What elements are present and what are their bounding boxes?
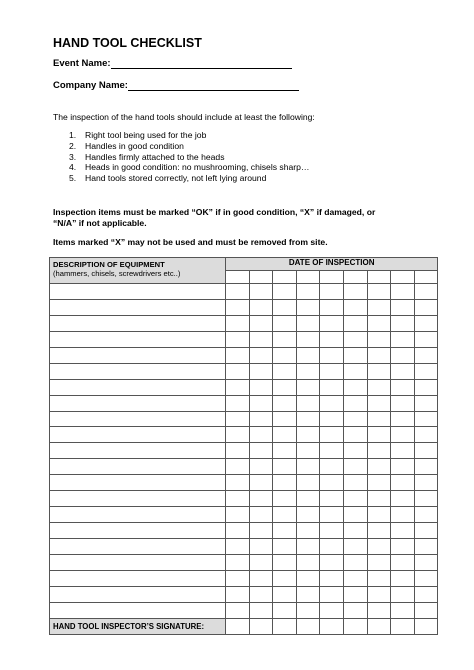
table-row <box>50 331 438 347</box>
inspection-cell[interactable] <box>320 491 344 507</box>
inspection-cell[interactable] <box>391 315 415 331</box>
inspection-cell[interactable] <box>320 443 344 459</box>
inspection-cell[interactable] <box>226 395 250 411</box>
inspection-cell[interactable] <box>367 284 391 300</box>
inspection-cell[interactable] <box>226 284 250 300</box>
inspection-cell[interactable] <box>296 523 320 539</box>
list-item: 4. Heads in good condition: no mushrooming, chisels sharp… <box>69 162 310 173</box>
inspection-cell[interactable] <box>296 347 320 363</box>
inspection-cell[interactable] <box>320 554 344 570</box>
inspection-cell[interactable] <box>249 491 273 507</box>
inspection-cell[interactable] <box>273 299 297 315</box>
inspection-cell[interactable] <box>226 586 250 602</box>
inspection-cell[interactable] <box>391 284 415 300</box>
inspection-cell[interactable] <box>367 427 391 443</box>
table-row <box>50 507 438 523</box>
inspection-cell[interactable] <box>296 539 320 555</box>
inspection-cell[interactable] <box>296 443 320 459</box>
signature-cell[interactable] <box>249 618 273 634</box>
inspection-cell[interactable] <box>273 443 297 459</box>
date-of-inspection-header: DATE OF INSPECTION <box>226 258 438 271</box>
inspection-cell[interactable] <box>367 443 391 459</box>
inspection-cell[interactable] <box>249 427 273 443</box>
inspection-cell[interactable] <box>414 459 438 475</box>
inspection-cell[interactable] <box>226 347 250 363</box>
inspection-cell[interactable] <box>296 331 320 347</box>
inspection-cell[interactable] <box>414 347 438 363</box>
inspection-cell[interactable] <box>226 299 250 315</box>
equipment-cell[interactable] <box>50 475 226 491</box>
date-column-cell[interactable] <box>226 271 250 284</box>
inspection-cell[interactable] <box>367 459 391 475</box>
inspection-cell[interactable] <box>249 602 273 618</box>
table-header-row <box>50 258 438 271</box>
inspection-cell[interactable] <box>391 554 415 570</box>
table-row <box>50 395 438 411</box>
date-column-cell[interactable] <box>249 271 273 284</box>
inspection-cell[interactable] <box>273 284 297 300</box>
inspection-cell[interactable] <box>367 299 391 315</box>
inspection-cell[interactable] <box>320 395 344 411</box>
inspection-cell[interactable] <box>391 475 415 491</box>
inspection-cell[interactable] <box>273 363 297 379</box>
inspection-cell[interactable] <box>367 602 391 618</box>
inspection-cell[interactable] <box>414 363 438 379</box>
inspection-cell[interactable] <box>320 507 344 523</box>
inspection-cell[interactable] <box>249 284 273 300</box>
inspection-cell[interactable] <box>391 363 415 379</box>
equipment-cell[interactable] <box>50 554 226 570</box>
table-row <box>50 459 438 475</box>
inspection-cell[interactable] <box>391 443 415 459</box>
inspection-cell[interactable] <box>367 315 391 331</box>
inspection-cell[interactable] <box>273 475 297 491</box>
event-name-label: Event Name: <box>53 58 111 69</box>
inspection-cell[interactable] <box>320 411 344 427</box>
inspection-cell[interactable] <box>391 539 415 555</box>
equipment-cell[interactable] <box>50 363 226 379</box>
signature-cell[interactable] <box>343 618 367 634</box>
signature-row <box>50 618 438 634</box>
inspection-cell[interactable] <box>414 299 438 315</box>
inspection-cell[interactable] <box>249 475 273 491</box>
inspection-cell[interactable] <box>320 363 344 379</box>
inspection-cell[interactable] <box>249 507 273 523</box>
inspection-cell[interactable] <box>320 379 344 395</box>
event-name-field[interactable] <box>53 58 292 69</box>
inspection-cell[interactable] <box>414 395 438 411</box>
inspection-cell[interactable] <box>414 523 438 539</box>
inspection-cell[interactable] <box>343 475 367 491</box>
equipment-cell[interactable] <box>50 443 226 459</box>
inspection-cell[interactable] <box>249 331 273 347</box>
company-name-field[interactable] <box>53 80 299 91</box>
inspection-cell[interactable] <box>414 602 438 618</box>
inspection-cell[interactable] <box>296 395 320 411</box>
equipment-cell[interactable] <box>50 331 226 347</box>
table-row <box>50 379 438 395</box>
inspection-cell[interactable] <box>273 315 297 331</box>
inspection-cell[interactable] <box>343 347 367 363</box>
equipment-cell[interactable] <box>50 284 226 300</box>
inspection-cell[interactable] <box>367 411 391 427</box>
inspection-cell[interactable] <box>249 586 273 602</box>
inspection-cell[interactable] <box>391 570 415 586</box>
inspection-cell[interactable] <box>226 379 250 395</box>
inspection-cell[interactable] <box>249 379 273 395</box>
inspection-cell[interactable] <box>343 411 367 427</box>
inspection-cell[interactable] <box>320 347 344 363</box>
company-name-label: Company Name: <box>53 80 128 91</box>
inspection-cell[interactable] <box>367 395 391 411</box>
inspection-cell[interactable] <box>343 554 367 570</box>
inspection-cell[interactable] <box>296 363 320 379</box>
inspection-cell[interactable] <box>391 379 415 395</box>
date-column-cell[interactable] <box>320 271 344 284</box>
inspection-cell[interactable] <box>249 395 273 411</box>
inspection-cell[interactable] <box>343 331 367 347</box>
inspection-cell[interactable] <box>273 379 297 395</box>
inspection-cell[interactable] <box>391 427 415 443</box>
inspection-cell[interactable] <box>343 491 367 507</box>
inspection-cell[interactable] <box>343 363 367 379</box>
inspection-cell[interactable] <box>226 491 250 507</box>
description-header: DESCRIPTION OF EQUIPMENT (hammers, chisels, screwdrivers etc..) <box>50 258 226 284</box>
event-name-line[interactable] <box>111 58 292 69</box>
inspection-cell[interactable] <box>343 523 367 539</box>
table-row <box>50 539 438 555</box>
table-row <box>50 443 438 459</box>
inspection-cell[interactable] <box>414 443 438 459</box>
equipment-cell[interactable] <box>50 570 226 586</box>
table-row <box>50 347 438 363</box>
inspection-cell[interactable] <box>320 299 344 315</box>
inspection-cell[interactable] <box>273 459 297 475</box>
inspection-cell[interactable] <box>249 299 273 315</box>
equipment-cell[interactable] <box>50 507 226 523</box>
table-row <box>50 427 438 443</box>
inspection-cell[interactable] <box>296 284 320 300</box>
inspection-cell[interactable] <box>414 539 438 555</box>
inspection-cell[interactable] <box>296 586 320 602</box>
page-title: HAND TOOL CHECKLIST <box>53 36 202 50</box>
table-row <box>50 363 438 379</box>
inspection-cell[interactable] <box>343 395 367 411</box>
inspection-cell[interactable] <box>273 411 297 427</box>
inspection-cell[interactable] <box>391 523 415 539</box>
inspection-cell[interactable] <box>414 331 438 347</box>
inspection-cell[interactable] <box>320 284 344 300</box>
list-item: 1. Right tool being used for the job <box>69 130 207 140</box>
inspection-cell[interactable] <box>320 570 344 586</box>
inspection-cell[interactable] <box>367 379 391 395</box>
equipment-cell[interactable] <box>50 586 226 602</box>
table-row <box>50 315 438 331</box>
inspection-cell[interactable] <box>414 475 438 491</box>
inspection-cell[interactable] <box>273 570 297 586</box>
table-row <box>50 523 438 539</box>
marking-instructions: Inspection items must be marked “OK” if in good condition, “X” if damaged, or “N/A” if not applicable. <box>53 207 376 228</box>
table-row <box>50 586 438 602</box>
table-row <box>50 411 438 427</box>
inspection-cell[interactable] <box>249 539 273 555</box>
inspection-cell[interactable] <box>273 507 297 523</box>
table-row <box>50 491 438 507</box>
inspection-cell[interactable] <box>367 363 391 379</box>
equipment-cell[interactable] <box>50 491 226 507</box>
inspection-cell[interactable] <box>296 411 320 427</box>
inspection-cell[interactable] <box>367 586 391 602</box>
intro-text: The inspection of the hand tools should include at least the following: <box>53 112 315 122</box>
inspection-cell[interactable] <box>273 523 297 539</box>
inspection-cell[interactable] <box>391 347 415 363</box>
inspection-cell[interactable] <box>391 411 415 427</box>
inspection-cell[interactable] <box>249 459 273 475</box>
inspection-cell[interactable] <box>296 299 320 315</box>
inspection-cell[interactable] <box>367 554 391 570</box>
inspection-cell[interactable] <box>296 491 320 507</box>
table-row <box>50 475 438 491</box>
date-column-cell[interactable] <box>343 271 367 284</box>
equipment-cell[interactable] <box>50 539 226 555</box>
inspection-cell[interactable] <box>296 427 320 443</box>
inspection-cell[interactable] <box>367 523 391 539</box>
date-column-cell[interactable] <box>367 271 391 284</box>
inspection-cell[interactable] <box>414 586 438 602</box>
equipment-cell[interactable] <box>50 427 226 443</box>
signature-cell[interactable] <box>226 618 250 634</box>
equipment-cell[interactable] <box>50 395 226 411</box>
signature-label: HAND TOOL INSPECTOR’S SIGNATURE: <box>50 618 226 634</box>
inspection-cell[interactable] <box>273 395 297 411</box>
inspection-cell[interactable] <box>226 459 250 475</box>
signature-cell[interactable] <box>391 618 415 634</box>
inspection-cell[interactable] <box>273 347 297 363</box>
inspection-cell[interactable] <box>343 570 367 586</box>
inspection-cell[interactable] <box>226 363 250 379</box>
inspection-cell[interactable] <box>320 427 344 443</box>
inspection-cell[interactable] <box>320 602 344 618</box>
date-column-cell[interactable] <box>296 271 320 284</box>
inspection-cell[interactable] <box>249 347 273 363</box>
inspection-cell[interactable] <box>367 491 391 507</box>
inspection-cell[interactable] <box>226 411 250 427</box>
inspection-cell[interactable] <box>273 586 297 602</box>
inspection-cell[interactable] <box>226 331 250 347</box>
inspection-cell[interactable] <box>296 475 320 491</box>
inspection-cell[interactable] <box>226 523 250 539</box>
inspection-cell[interactable] <box>343 284 367 300</box>
inspection-cell[interactable] <box>296 459 320 475</box>
equipment-cell[interactable] <box>50 411 226 427</box>
signature-cell[interactable] <box>273 618 297 634</box>
inspection-cell[interactable] <box>320 475 344 491</box>
inspection-cell[interactable] <box>226 315 250 331</box>
equipment-cell[interactable] <box>50 347 226 363</box>
inspection-cell[interactable] <box>249 443 273 459</box>
inspection-cell[interactable] <box>343 299 367 315</box>
signature-cell[interactable] <box>367 618 391 634</box>
inspection-cell[interactable] <box>226 427 250 443</box>
signature-cell[interactable] <box>296 618 320 634</box>
inspection-cell[interactable] <box>226 475 250 491</box>
inspection-cell[interactable] <box>367 539 391 555</box>
date-column-cell[interactable] <box>391 271 415 284</box>
inspection-table <box>49 257 438 635</box>
inspection-cell[interactable] <box>249 363 273 379</box>
inspection-cell[interactable] <box>391 299 415 315</box>
inspection-cell[interactable] <box>273 427 297 443</box>
date-column-cell[interactable] <box>414 271 438 284</box>
inspection-cell[interactable] <box>226 539 250 555</box>
inspection-cell[interactable] <box>343 443 367 459</box>
inspection-cell[interactable] <box>343 427 367 443</box>
inspection-cell[interactable] <box>226 570 250 586</box>
inspection-cell[interactable] <box>367 507 391 523</box>
inspection-cell[interactable] <box>414 315 438 331</box>
inspection-cell[interactable] <box>320 315 344 331</box>
inspection-cell[interactable] <box>391 395 415 411</box>
inspection-cell[interactable] <box>367 475 391 491</box>
inspection-cell[interactable] <box>391 491 415 507</box>
inspection-cell[interactable] <box>249 570 273 586</box>
inspection-cell[interactable] <box>249 523 273 539</box>
inspection-cell[interactable] <box>414 507 438 523</box>
inspection-cell[interactable] <box>249 411 273 427</box>
inspection-cell[interactable] <box>226 443 250 459</box>
inspection-cell[interactable] <box>296 507 320 523</box>
inspection-cell[interactable] <box>391 459 415 475</box>
list-item: 3. Handles firmly attached to the heads <box>69 151 225 162</box>
inspection-cell[interactable] <box>296 602 320 618</box>
inspection-list <box>53 130 310 184</box>
inspection-cell[interactable] <box>343 507 367 523</box>
table-row <box>50 602 438 618</box>
inspection-cell[interactable] <box>343 602 367 618</box>
inspection-cell[interactable] <box>296 379 320 395</box>
inspection-cell[interactable] <box>296 570 320 586</box>
inspection-cell[interactable] <box>226 507 250 523</box>
signature-cell[interactable] <box>320 618 344 634</box>
inspection-cell[interactable] <box>226 602 250 618</box>
inspection-cell[interactable] <box>273 491 297 507</box>
inspection-cell[interactable] <box>414 570 438 586</box>
date-column-cell[interactable] <box>273 271 297 284</box>
table-row <box>50 570 438 586</box>
inspection-cell[interactable] <box>320 539 344 555</box>
equipment-cell[interactable] <box>50 523 226 539</box>
inspection-cell[interactable] <box>320 586 344 602</box>
equipment-cell[interactable] <box>50 299 226 315</box>
inspection-cell[interactable] <box>391 602 415 618</box>
inspection-cell[interactable] <box>343 459 367 475</box>
inspection-cell[interactable] <box>320 331 344 347</box>
inspection-cell[interactable] <box>414 284 438 300</box>
table-row <box>50 284 438 300</box>
inspection-cell[interactable] <box>391 586 415 602</box>
inspection-cell[interactable] <box>414 554 438 570</box>
signature-cell[interactable] <box>414 618 438 634</box>
equipment-cell[interactable] <box>50 379 226 395</box>
inspection-cell[interactable] <box>414 379 438 395</box>
inspection-cell[interactable] <box>273 602 297 618</box>
inspection-cell[interactable] <box>273 331 297 347</box>
inspection-cell[interactable] <box>249 315 273 331</box>
inspection-cell[interactable] <box>296 315 320 331</box>
inspection-cell[interactable] <box>391 507 415 523</box>
inspection-cell[interactable] <box>273 539 297 555</box>
inspection-cell[interactable] <box>343 539 367 555</box>
inspection-cell[interactable] <box>343 315 367 331</box>
equipment-cell[interactable] <box>50 602 226 618</box>
inspection-cell[interactable] <box>296 554 320 570</box>
inspection-cell[interactable] <box>249 554 273 570</box>
inspection-cell[interactable] <box>343 379 367 395</box>
inspection-cell[interactable] <box>391 331 415 347</box>
inspection-cell[interactable] <box>273 554 297 570</box>
inspection-cell[interactable] <box>320 523 344 539</box>
inspection-cell[interactable] <box>367 347 391 363</box>
equipment-cell[interactable] <box>50 315 226 331</box>
inspection-cell[interactable] <box>343 586 367 602</box>
table-row <box>50 554 438 570</box>
inspection-cell[interactable] <box>414 411 438 427</box>
list-item: 5. Hand tools stored correctly, not left lying around <box>69 173 267 184</box>
inspection-cell[interactable] <box>414 427 438 443</box>
table-row <box>50 299 438 315</box>
removal-note: Items marked “X” may not be used and must be removed from site. <box>53 237 328 247</box>
inspection-cell[interactable] <box>414 491 438 507</box>
inspection-cell[interactable] <box>226 554 250 570</box>
inspection-cell[interactable] <box>367 331 391 347</box>
company-name-line[interactable] <box>128 80 299 91</box>
inspection-cell[interactable] <box>320 459 344 475</box>
inspection-cell[interactable] <box>367 570 391 586</box>
list-item: 2. Handles in good condition <box>69 140 184 151</box>
equipment-cell[interactable] <box>50 459 226 475</box>
